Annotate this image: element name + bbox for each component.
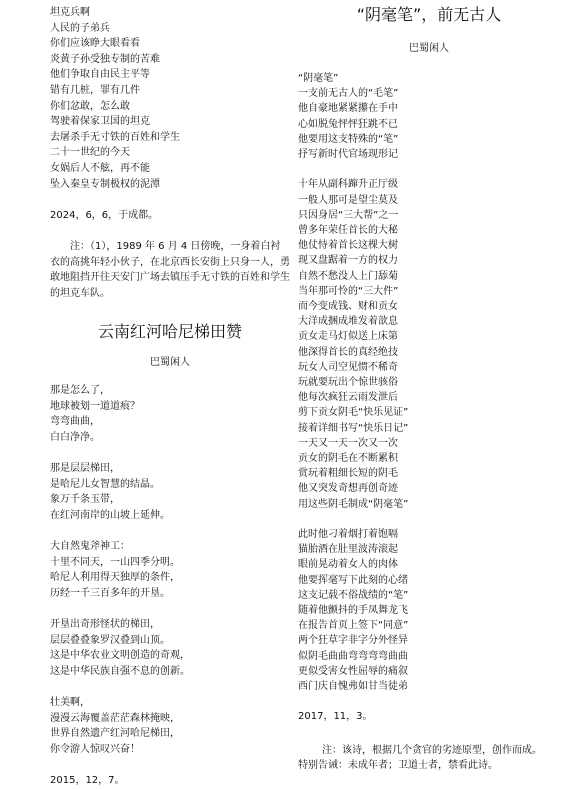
poem-line: 他要用这支特殊的“笔” (298, 133, 399, 145)
poem-pen-date: 2017，11，3。 (298, 711, 373, 723)
poem-line: 此时他刁着烟打着饱嗝 (298, 529, 398, 541)
poem-line: 历经一千三百多年的开垦。 (50, 588, 170, 599)
poem-line: 象万千条玉带， (50, 494, 120, 506)
poem-line: 在红河南岸的山坡上延伸。 (50, 510, 170, 522)
poem-terrace-author: 巴蜀闲人 (150, 357, 190, 369)
poem-line: 只因身居“三大帮”之一 (298, 209, 399, 221)
poem-line: 一支前无古人的“毛笔” (298, 88, 399, 100)
poem-line: 他又突发奇想再创奇迹 (298, 483, 398, 495)
poem-line: 大洋成捆成堆发着歆息 (298, 316, 398, 328)
poem-line: 用这些阴毛制成“阴毫笔” (298, 498, 409, 510)
poem-line: 赏玩着粗细长短的阴毛 (298, 468, 398, 480)
poem-line: 开垦出奇形怪状的梯田， (50, 619, 160, 631)
poem-line: 壮美啊， (50, 697, 90, 709)
poem-line: 他自豪地紧紧攥在手中 (298, 103, 398, 115)
poem-line: 驾驶着保家卫国的坦克 (50, 116, 150, 128)
poem-line: 心如脱兔怦怦狂跳不已 (298, 118, 398, 130)
poem-terrace-title: 云南红河哈尼梯田赞 (97, 322, 242, 342)
poem-line: 在报告首页上签下“同意” (298, 620, 409, 632)
right-column (298, 0, 560, 773)
poem-line: 玩女人司空见惯不稀奇 (298, 361, 398, 373)
poem-line: 坠入秦皇专制极权的泥潭 (50, 178, 160, 190)
poem-line: 层层叠叠象罗汉叠到山顶。 (50, 634, 170, 646)
poem-line: 白白净净。 (50, 432, 100, 444)
poem-line: 地球被划一道道痕？ (50, 400, 140, 412)
poem-line: 人民的子弟兵 (50, 22, 110, 34)
poem-terrace-body (50, 383, 290, 757)
poem-line: 世界自然遗产红河哈尼梯田， (50, 728, 180, 740)
poem-line: 曾多年荣任首长的大秘 (298, 225, 398, 237)
poem-line: 弯弯曲曲， (50, 416, 100, 428)
poem-line: 你令游人惊叹兴奋！ (50, 743, 140, 755)
poem-line: 二十一世纪的今天 (50, 147, 130, 159)
poem-line: 他仗恃着首长这棵大树 (298, 240, 398, 252)
poem-line: 似阴毛曲曲弯弯弯弯曲曲 (298, 650, 408, 662)
poem-line: 去屠杀手无寸铁的百姓和学生 (50, 131, 180, 143)
poem-line: 一般人那可是望尘莫及 (298, 194, 398, 206)
poem-line: 当年那可怜的“三大件” (298, 285, 399, 297)
poem-line: 贡女的阴毛在不断累积 (298, 453, 398, 465)
poem-line: 这是中华农业文明创造的奇观， (50, 650, 190, 662)
poem-line: 猫胎酒在肚里波涛滚起 (298, 544, 398, 556)
poem-line: 他们争取自由民主平等 (50, 69, 150, 81)
poem-line: 他深得首长的真经绝技 (298, 346, 398, 358)
poem-line: 十里不同天，一山四季分明。 (50, 556, 180, 568)
poem-pen-author: 巴蜀闲人 (409, 43, 449, 54)
poem-line: 哈尼人利用得天独厚的条件， (50, 572, 180, 584)
poem-line: 大自然鬼斧神工： (50, 541, 130, 553)
poem-pen-title: “阴毫笔”，前无古人 (356, 5, 502, 24)
poem-line: 现又盘踞着一方的权力 (298, 255, 398, 267)
poem-line: 错有几桩，罪有几件 (50, 84, 140, 96)
poem-tank-soldier (50, 5, 290, 192)
poem-line: 玩就要玩出个惊世骇俗 (298, 377, 398, 389)
poem-line: 炎黄子孙受独专制的苦难 (50, 53, 160, 65)
poem-line: 漫漫云海覆盖茫茫森林掩映， (50, 712, 180, 724)
poem-line: 而今变成钱、财和贡女 (298, 301, 398, 313)
poem-line: 他要挥毫写下此刻的心绪 (298, 574, 408, 586)
poem-line: 那是层层梯田， (50, 463, 120, 475)
poem-line: 自然不愁没人上门舔菊 (298, 270, 398, 282)
poem-line: 更似受害女性屈辱的痛叙 (298, 665, 408, 677)
poem-terrace-date: 2015，12，7。 (50, 775, 125, 787)
poem-line: 十年从副科蹿升正厅级 (298, 179, 398, 191)
poem-line: 坦克兵啊 (50, 7, 90, 18)
poem-tank-date: 2024，6，6，于成都。 (50, 209, 159, 221)
poem-line: 西门庆自愧弗如甘当徒弟 (298, 681, 408, 693)
poem-pen-note: 注：该诗，根据几个贪官的劣迹原型，创作而成。 (322, 744, 542, 756)
poem-line: 这是中华民族自强不息的创新。 (50, 665, 190, 677)
poem-pen-body (298, 71, 560, 694)
poem-line: 女娲后人不舷，再不能 (50, 162, 150, 174)
poem-pen-warning: 特别告诫：未成年者；卫道士者，禁看此诗。 (298, 759, 498, 771)
poem-line: 他每次疯狂云雨发泄后 (298, 392, 398, 404)
poem-line: 这支记载不俗战绩的“笔” (298, 589, 409, 601)
poem-line: 是哈尼儿女智慧的结晶。 (50, 478, 160, 490)
poem-line: 你们应该睁大眼看看 (50, 38, 140, 50)
left-column (50, 0, 290, 789)
poem-line: 眼前晃动着女人的肉体 (298, 559, 398, 571)
poem-line: 接着详细书写“快乐日记” (298, 422, 409, 434)
poem-line: 一天又一天一次又一次 (298, 437, 398, 449)
poem-line: 贡女走马灯似送上床第 (298, 331, 398, 343)
poem-line: “阴毫笔” (298, 73, 339, 84)
poem-line: 你们忿敢，怎么敢 (50, 100, 130, 112)
poem-line: 两个狂草字非字分外怪异 (298, 635, 408, 647)
poem-tank-footnote: 注：（1），1989 年 6 月 4 日傍晚，一身着白衬衣的高挑年轻小伙子，在北京西长安街上只身一人，勇敢地阻挡开往天安门广场去镇压手无寸铁的百姓和学生的坦克车队。 (50, 240, 290, 299)
poem-line: 那是怎么了， (50, 385, 110, 397)
poem-line: 抒写新时代官场现形记 (298, 149, 398, 161)
poem-line: 随着他颤抖的手凤舞龙飞 (298, 605, 408, 617)
poem-line: 剪下贡女阴毛“快乐见证” (298, 407, 409, 419)
